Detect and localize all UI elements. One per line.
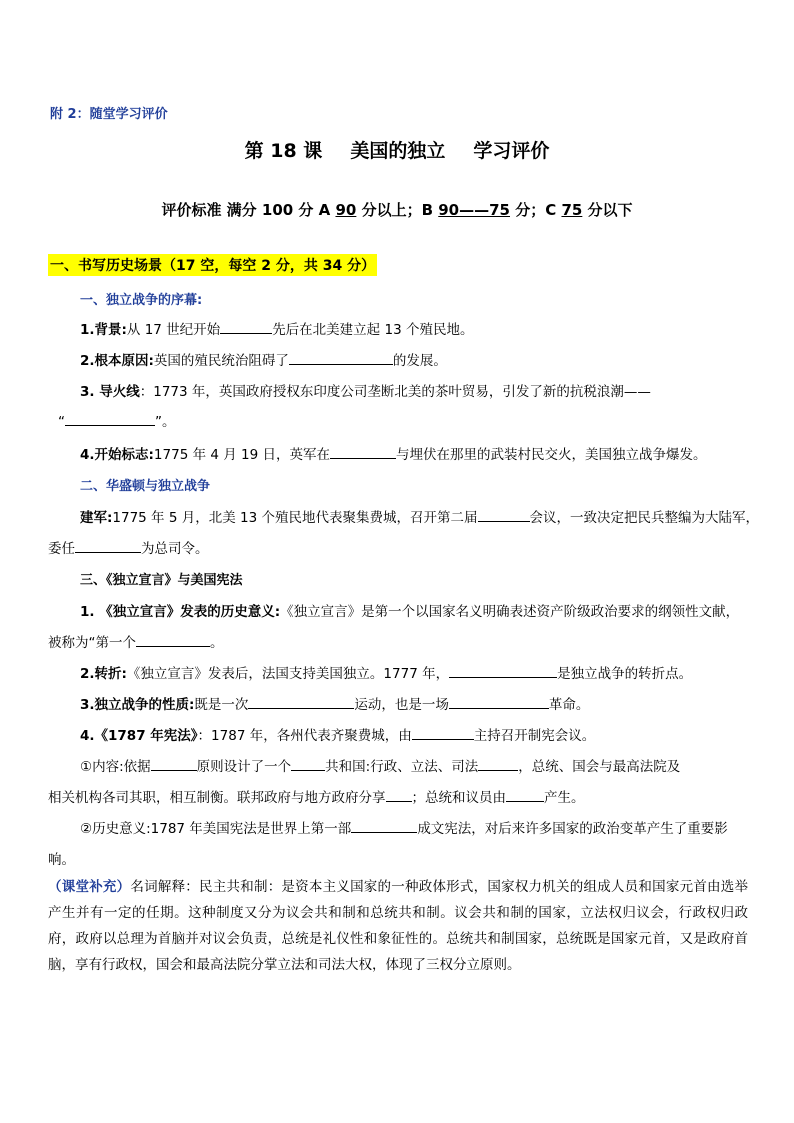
supplement-text: 名词解释：民主共和制：是资本主义国家的一种政体形式，国家权力机关的组成人员和国家元首由选举产生并有一定的任期。这种制度又分为议会共和制和总统共和制。议会共和制的国家，立法权归议会，行政权归政府，政府以总理为首脑并对议会负责，总统是礼仪性和象征性的。总统共和制国家，总统既是国家元首，又是政府首脑，享有行政权，国会和最高法院分掌立法和司法大权，体现了三权分立原则。 bbox=[48, 879, 749, 973]
significance-text-a: ②历史意义:1787 年美国宪法是世界上第一部 bbox=[80, 821, 352, 837]
q3-text-a: ：1773 年，英国政府授权东印度公司垄断北美的茶叶贸易，引发了新的抗税浪潮—— bbox=[139, 384, 651, 400]
criteria-mid1: 分以上；B bbox=[356, 201, 439, 219]
criteria-a: 90 bbox=[335, 201, 357, 219]
answer-blank[interactable] bbox=[136, 634, 210, 647]
q1-label: 1.背景: bbox=[80, 322, 127, 338]
part3-q3 bbox=[80, 693, 589, 713]
answer-blank[interactable] bbox=[449, 665, 557, 678]
significance-text-b: 成文宪法，对后来许多国家的政治变革产生了重要影 bbox=[417, 821, 728, 837]
content-text-g: 产生。 bbox=[544, 790, 585, 806]
p3q1-text-a: 《独立宣言》是第一个以国家名义明确表述资产阶级政治要求的纲领性文献， bbox=[280, 604, 740, 620]
criteria-b: 90——75 bbox=[438, 201, 510, 219]
part1-q4 bbox=[80, 443, 707, 463]
criteria-mid2: 分；C bbox=[510, 201, 562, 219]
q1-text-b: 先后在北美建立起 13 个殖民地。 bbox=[272, 322, 474, 338]
page-title bbox=[0, 136, 794, 163]
part3-content-line1 bbox=[80, 755, 680, 775]
content-text-b: 原则设计了一个 bbox=[196, 759, 292, 775]
part3-heading: 三、《独立宣言》与美国宪法 bbox=[80, 573, 243, 588]
answer-blank[interactable] bbox=[478, 509, 530, 522]
answer-blank[interactable] bbox=[220, 321, 272, 334]
part2-heading: 二、华盛顿与独立战争 bbox=[80, 479, 211, 494]
p3q4-text-b: 主持召开制宪会议。 bbox=[473, 728, 596, 744]
part2-text-c: 委任 bbox=[48, 541, 75, 557]
attachment-label: 附 2：随堂学习评价 bbox=[50, 107, 168, 122]
part3-content-line2 bbox=[48, 786, 585, 806]
content-text-c: 共和国:行政、立法、司法 bbox=[325, 759, 479, 775]
part1-q3 bbox=[80, 380, 651, 400]
p3q4-text-a: ：1787 年，各州代表齐聚费城，由 bbox=[197, 728, 412, 744]
part3-q1-cont bbox=[48, 631, 224, 651]
part1-heading: 一、独立战争的序幕: bbox=[80, 293, 203, 308]
p3q1-text-b: 被称为“第一个 bbox=[48, 635, 136, 651]
answer-blank[interactable] bbox=[75, 540, 141, 553]
p3q2-text-b: 是独立战争的转折点。 bbox=[557, 666, 693, 682]
p3q3-label: 3.独立战争的性质: bbox=[80, 697, 195, 713]
criteria-c: 75 bbox=[561, 201, 583, 219]
part3-q1 bbox=[80, 600, 739, 620]
answer-blank[interactable] bbox=[478, 758, 518, 771]
criteria-suffix: 分以下 bbox=[582, 201, 633, 219]
part3-significance-line2 bbox=[48, 848, 75, 868]
q4-label: 4.开始标志: bbox=[80, 447, 154, 463]
answer-blank[interactable] bbox=[289, 352, 393, 365]
answer-blank[interactable] bbox=[291, 758, 325, 771]
p3q4-label: 4.《1787 年宪法》 bbox=[80, 728, 198, 744]
answer-blank[interactable] bbox=[151, 758, 197, 771]
part2-line1 bbox=[80, 506, 759, 526]
part3-significance-line1 bbox=[80, 817, 728, 837]
q4-text-a: 1775 年 4 月 19 日，英军在 bbox=[153, 447, 331, 463]
q3-close-quote: ”。 bbox=[155, 414, 176, 430]
q3-open-quote: “ bbox=[58, 414, 65, 430]
answer-blank[interactable] bbox=[449, 696, 549, 709]
supplement-label: （课堂补充） bbox=[48, 879, 131, 895]
part2-label: 建军: bbox=[80, 510, 113, 526]
criteria-prefix: 评价标准 满分 100 分 A bbox=[161, 201, 336, 219]
part2-text-a: 1775 年 5 月，北美 13 个殖民地代表聚集费城，召开第二届 bbox=[112, 510, 478, 526]
answer-blank[interactable] bbox=[248, 696, 354, 709]
p3q1-label: 1. 《独立宣言》发表的历史意义: bbox=[80, 604, 281, 620]
q2-text-b: 的发展。 bbox=[392, 353, 447, 369]
evaluation-criteria bbox=[0, 199, 794, 220]
title-topic: 美国的独立 bbox=[350, 140, 446, 162]
title-subject: 学习评价 bbox=[473, 140, 550, 162]
p3q2-text-a: 《独立宣言》发表后，法国支持美国独立。1777 年， bbox=[126, 666, 450, 682]
content-text-f: ；总统和议员由 bbox=[411, 790, 506, 806]
q3-label: 3. 导火线 bbox=[80, 384, 140, 400]
answer-blank[interactable] bbox=[330, 446, 396, 459]
q2-label: 2.根本原因: bbox=[80, 353, 154, 369]
part2-text-b: 会议，一致决定把民兵整编为大陆军， bbox=[529, 510, 759, 526]
content-text-d: ，总统、国会与最高法院及 bbox=[518, 759, 681, 775]
part1-q1 bbox=[80, 318, 473, 338]
p3q3-text-b: 运动，也是一场 bbox=[354, 697, 449, 713]
content-text-e: 相关机构各司其职，相互制衡。联邦政府与地方政府分享 bbox=[48, 790, 386, 806]
significance-text-c: 响。 bbox=[48, 852, 75, 868]
class-supplement bbox=[48, 874, 748, 978]
part1-q2 bbox=[80, 349, 447, 369]
q2-text-a: 英国的殖民统治阻碍了 bbox=[153, 353, 289, 369]
part1-q3-cont bbox=[58, 410, 176, 430]
answer-blank[interactable] bbox=[506, 789, 544, 802]
p3q1-text-c: 。 bbox=[210, 635, 224, 651]
answer-blank[interactable] bbox=[65, 413, 155, 426]
p3q3-text-a: 既是一次 bbox=[194, 697, 249, 713]
part3-q4 bbox=[80, 724, 595, 744]
answer-blank[interactable] bbox=[412, 727, 474, 740]
answer-blank[interactable] bbox=[351, 820, 417, 833]
q1-text-a: 从 17 世纪开始 bbox=[126, 322, 221, 338]
p3q2-label: 2.转折: bbox=[80, 666, 127, 682]
answer-blank[interactable] bbox=[386, 789, 412, 802]
part2-text-d: 为总司令。 bbox=[141, 541, 209, 557]
content-text-a: ①内容:依据 bbox=[80, 759, 151, 775]
p3q3-text-c: 革命。 bbox=[548, 697, 590, 713]
section-heading: 一、书写历史场景（17 空，每空 2 分，共 34 分） bbox=[48, 254, 377, 276]
q4-text-b: 与埋伏在那里的武装村民交火，美国独立战争爆发。 bbox=[396, 447, 707, 463]
part3-q2 bbox=[80, 662, 692, 682]
part2-line2 bbox=[48, 537, 209, 557]
title-lesson: 第 18 课 bbox=[244, 140, 323, 162]
